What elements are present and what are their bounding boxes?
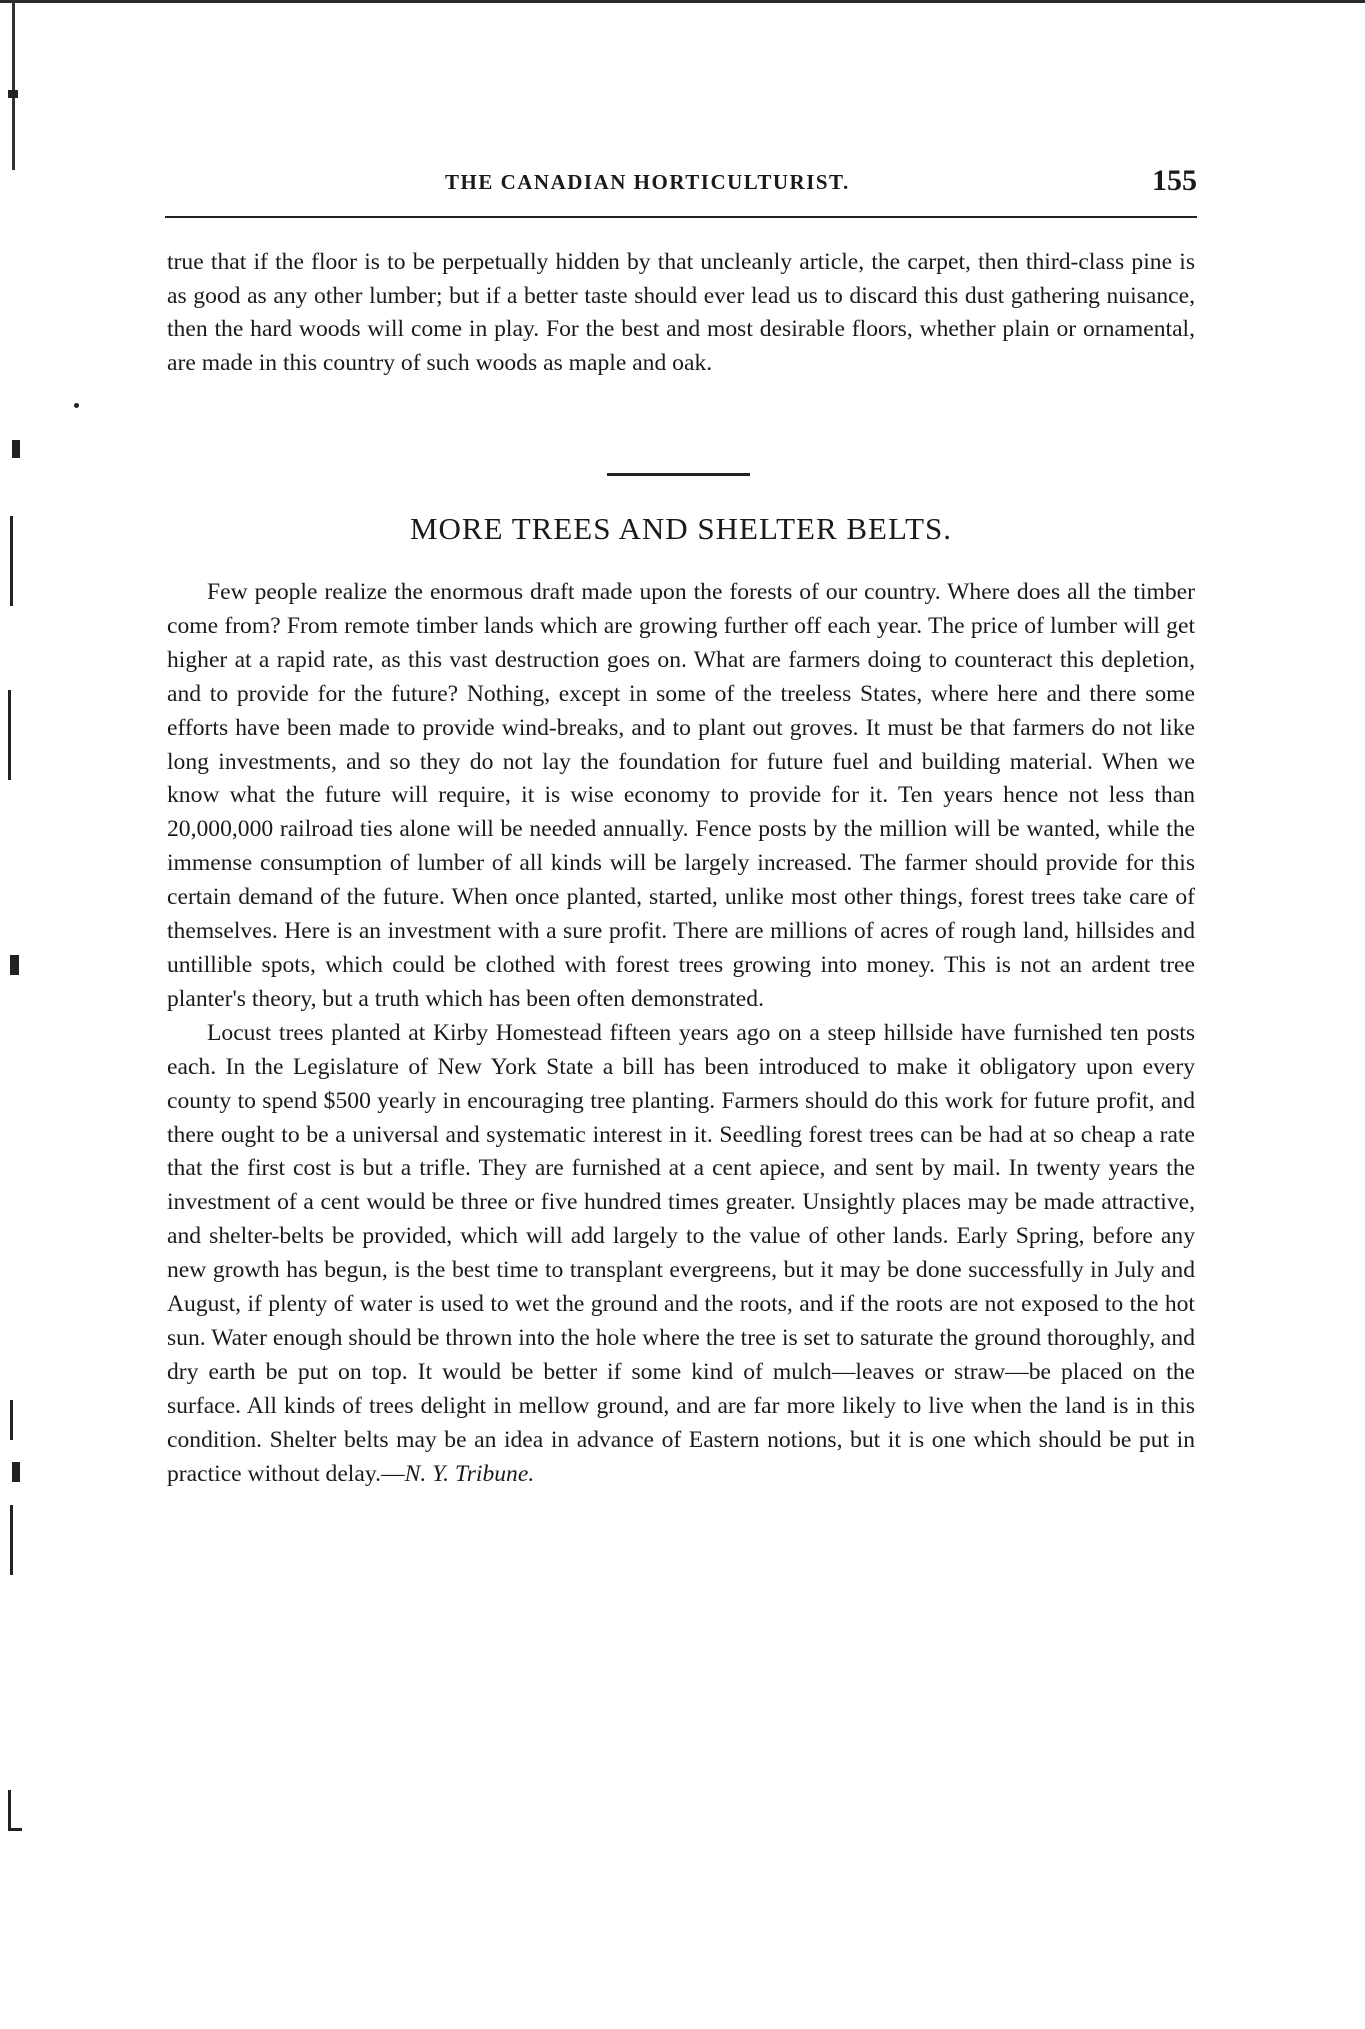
margin-mark — [10, 1400, 13, 1440]
top-border-rule — [0, 0, 1365, 3]
article-paragraph-2-text: Locust trees planted at Kirby Homestead fifteen years ago on a steep hillside have furnished ten posts each. In the Legislature of New York State a bill has been introduced to make it obligatory upon every county to spend $500 yearly in encouraging tree planting. Farmers should do this work for future profit, and there ought to be a universal and systematic interest in it. Seedling forest trees can be had at so cheap a rate that the first cost is but a trifle. They are furnished at a cent apiece, and sent by mail. In twenty years the investment of a cent would be three or five hundred times greater. Unsightly places may be made attractive, and shelter-belts be provided, which will add largely to the value of other lands. Early Spring, before any new growth has begun, is the best time to transplant evergreens, but it may be done successfully in July and August, if plenty of water is used to wet the ground and the roots, and if the roots are not exposed to the hot sun. Water enough should be thrown into the hole where the tree is set to saturate the ground thoroughly, and dry earth be put on top. It would be better if some kind of mulch—leaves or straw—be placed on the surface. All kinds of trees delight in mellow ground, and are far more likely to live when the land is in this condition. Shelter belts may be an idea in advance of Eastern notions, but it is one which should be put in practice without delay.— — [167, 1019, 1195, 1487]
margin-mark — [74, 403, 79, 408]
header-rule — [165, 216, 1197, 218]
margin-mark — [8, 690, 11, 780]
binding-edge-line — [12, 0, 15, 170]
margin-mark — [8, 90, 18, 98]
page-header — [165, 166, 1197, 206]
margin-mark — [10, 955, 19, 975]
section-divider-rule — [607, 473, 750, 476]
article-title: MORE TREES AND SHELTER BELTS. — [409, 511, 952, 546]
margin-mark — [12, 1462, 20, 1482]
margin-mark — [12, 440, 20, 458]
margin-mark — [8, 1828, 22, 1831]
margin-mark — [8, 1790, 11, 1830]
page-number: 155 — [1152, 164, 1197, 197]
article-source: N. Y. Tribune. — [404, 1460, 535, 1487]
running-title: THE CANADIAN HORTICULTURIST. — [445, 170, 850, 194]
margin-mark — [10, 1505, 13, 1575]
article-paragraph-2 — [167, 1017, 1195, 1492]
intro-text-block — [167, 246, 1195, 380]
article-paragraph-1: Few people realize the enormous draft made upon the forests of our country. Where does all the timber come from? From remote timber lands which are growing further off each year. The price of lumber will get higher at a rapid rate, as this vast destruction goes on. What are farmers doing to counteract this depletion, and to provide for the future? Nothing, except in some of the treeless States, where here and there some efforts have been made to provide wind-breaks, and to plant out groves. It must be that farmers do not like long investments, and so they do not lay the foundation for future fuel and building material. When we know what the future will require, it is wise economy to provide for it. Ten years hence not less than 20,000,000 railroad ties alone will be needed annually. Fence posts by the million will be wanted, while the immense consumption of lumber of all kinds will be largely increased. The farmer should provide for this certain demand of the future. When once planted, started, unlike most other things, forest trees take care of themselves. Here is an investment with a sure profit. There are millions of acres of rough land, hillsides and untillible spots, which could be clothed with forest trees growing into money. This is not an ardent tree planter's theory, but a truth which has been often demonstrated. — [167, 579, 1195, 1012]
margin-mark — [10, 516, 13, 606]
intro-paragraph: true that if the floor is to be perpetually hidden by that uncleanly article, the carpet, then third-class pine is as good as any other lumber; but if a better taste should ever lead us to discard this dust gathering nuisance, then the hard woods will come in play. For the best and most desirable floors, whether plain or ornamental, are made in this country of such woods as maple and oak. — [167, 249, 1195, 376]
article-body — [167, 576, 1195, 1491]
